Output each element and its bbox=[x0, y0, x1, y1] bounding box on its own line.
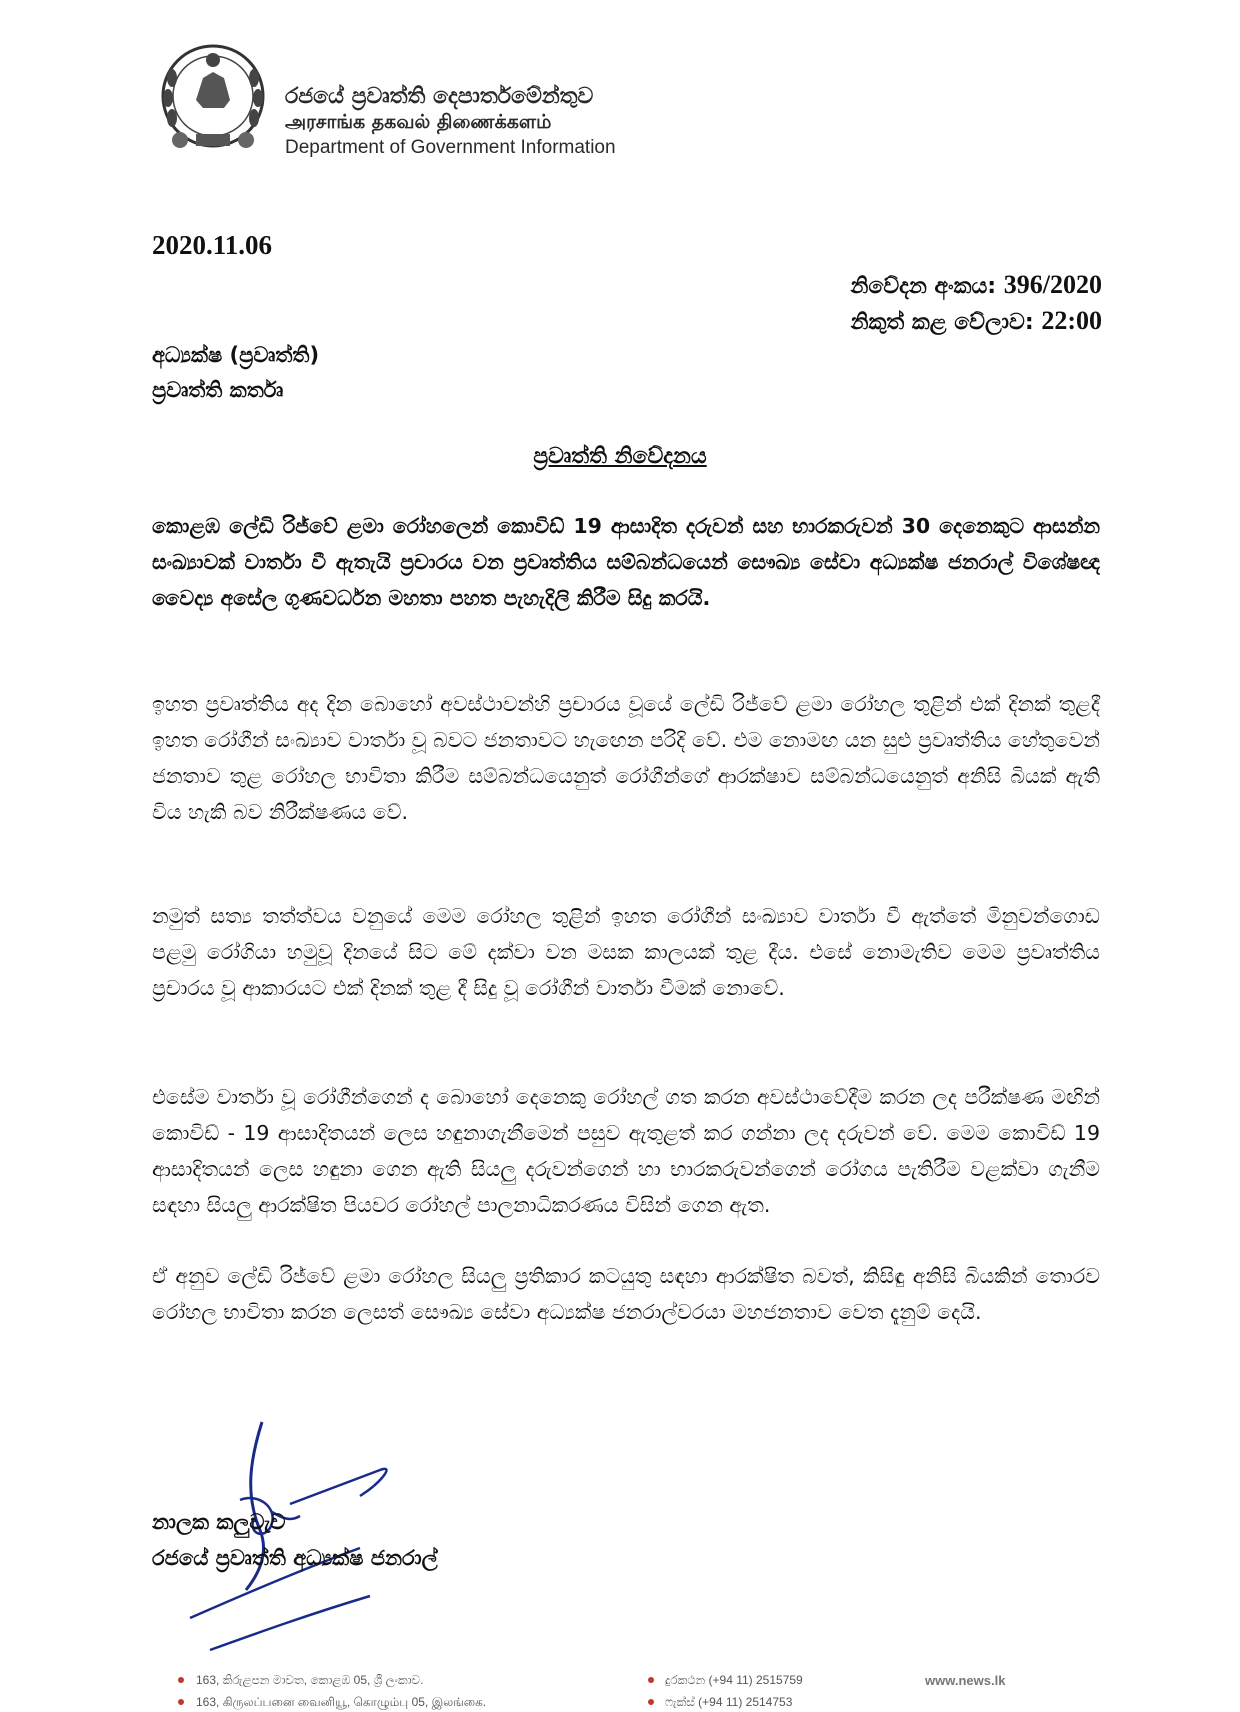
addressee-line-2: ප්‍රවෘත්ති කර්තෘ bbox=[152, 378, 284, 402]
issued-time-label: නිකුත් කළ වේලාව: bbox=[850, 310, 1034, 335]
release-number bbox=[851, 270, 1102, 300]
release-number-label: නිවේදන අංකය: bbox=[850, 274, 997, 299]
paragraph-3: නමුත් සත්‍ය තත්ත්වය වනුයේ මෙම රෝහල තුළින් ඉහත රෝගීන් සංඛ්‍යාව වාර්තා වී ඇත්තේ මිනුවන්ගොඩ පළමු රෝගියා හමුවූ දිනයේ සිට මේ දක්වා වන මසක කාලයක් තුළ දීය. එසේ නොමැතිව මෙම ප්‍රවෘත්තිය ප්‍රචාරය වූ ආකාරයට එක් දිනක් තුළ දී සිදු වූ රෝගීන් වාර්තා වීමක් නොවේ. bbox=[152, 904, 1100, 1000]
footer-bullet-icon bbox=[178, 1677, 184, 1683]
issued-time-value: 22:00 bbox=[1041, 306, 1102, 335]
footer-fax: ෆැක්ස් (+94 11) 2514753 bbox=[665, 1695, 793, 1709]
issued-time bbox=[851, 306, 1102, 336]
signer-name: නාලක කලුවැව bbox=[152, 1510, 286, 1534]
paragraph-4: එසේම වාර්තා වූ රෝගීන්ගෙන් ද බොහෝ දෙනෙකු රෝහල් ගත කරන අවස්ථාවේදීම කරන ලද පරීක්ෂණ මඟින් කොවිඩ් - 19 ආසාදිතයන් ලෙස හඳුනාගැනීමෙන් පසුව ඇතුළත් කර ගන්නා ලද දරුවන් වේ. මෙම කොවිඩ් 19 ආසාදිතයන් ලෙස හඳුනා ගෙන ඇති සියලු දරුවන්ගෙන් හා භාරකරුවන්ගෙන් රෝගය පැතිරීම වළක්වා ගැනීම සඳහා සියලු ආරක්ෂිත පියවර රෝහල් පාලනාධිකරණය විසින් ගෙන ඇත. bbox=[152, 1085, 1100, 1217]
footer-address-sinhala: 163, කිරුළපන මාවත, කොළඹ 05, ශ්‍රී ලංකාව. bbox=[196, 1673, 424, 1687]
footer-website-link[interactable]: www.news.lk bbox=[925, 1673, 1006, 1688]
letterhead-tamil: அரசாங்க தகவல் திணைக்களம் bbox=[285, 111, 552, 133]
footer-address-tamil: 163, கிருலப்பனை வைனியூ, கொழும்பு 05, இலங்கை. bbox=[196, 1695, 487, 1709]
footer-bullet-icon bbox=[648, 1699, 654, 1705]
footer-bullet-icon bbox=[648, 1677, 654, 1683]
signer-title: රජයේ ප්‍රවෘත්ති අධ්‍යක්ෂ ජනරාල් bbox=[152, 1546, 438, 1570]
footer-bullet-icon bbox=[178, 1699, 184, 1705]
letterhead-sinhala: රජයේ ප්‍රවෘත්ති දෙපාර්තමේන්තුව bbox=[285, 84, 594, 109]
paragraph-2: ඉහත ප්‍රවෘත්තිය අද දින බොහෝ අවස්ථාවන්හි ප්‍රචාරය වූයේ ලේඩි රිජ්වේ ළමා රෝහල තුළින් එක් දිනක් තුළදී ඉහත රෝගීන් සංඛ්‍යාව වාර්තා වූ බවට ජනතාවට හැඟෙන පරිදි වේ. එම නොමඟ යන සුළු ප්‍රවෘත්තිය හේතුවෙන් ජනතාව තුළ රෝහල භාවිතා කිරීම සම්බන්ධයෙනුත් රෝගීන්ගේ ආරක්ෂාව සම්බන්ධයෙනුත් අනිසි බියක් ඇති විය හැකි බව නිරීක්ෂණය වේ. bbox=[152, 692, 1100, 824]
document-heading: ප්‍රවෘත්ති නිවේදනය bbox=[533, 444, 707, 469]
addressee-line-1: අධ්‍යක්ෂ (ප්‍රවෘත්ති) bbox=[152, 343, 320, 367]
release-number-value: 396/2020 bbox=[1003, 270, 1102, 299]
letterhead-english: Department of Government Information bbox=[285, 137, 616, 158]
footer-telephone: දුරකථන (+94 11) 2515759 bbox=[665, 1673, 803, 1687]
release-date: 2020.11.06 bbox=[152, 230, 273, 260]
signature-mark bbox=[150, 1400, 420, 1670]
paragraph-5: ඒ අනුව ලේඩි රිජ්වේ ළමා රෝහල සියලු ප්‍රතිකාර කටයුතු සඳහා ආරක්ෂිත බවත්, කිසිඳු අනිසි බියකින් තොරව රෝහල භාවිතා කරන ලෙසත් සෞඛ්‍ය සේවා අධ්‍යක්ෂ ජනරාල්වරයා මහජනතාව වෙත දැනුම් දෙයි. bbox=[152, 1264, 1100, 1324]
paragraph-1: කොළඹ ලේඩි රිජ්වේ ළමා රෝහලෙන් කොවිඩ් 19 ආසාදිත දරුවන් සහ භාරකරුවන් 30 දෙනෙකුට ආසන්න සංඛ්‍යාවක් වාර්තා වී ඇතැයි ප්‍රචාරය වන ප්‍රවෘත්තිය සම්බන්ධයෙන් සෞඛ්‍ය සේවා අධ්‍යක්ෂ ජනරාල් විශේෂඥ වෛද්‍ය අසේල ගුණවර්ධන මහතා පහත පැහැදිලි කිරීම සිදු කරයි. bbox=[152, 514, 1100, 610]
national-emblem-icon bbox=[158, 38, 268, 156]
